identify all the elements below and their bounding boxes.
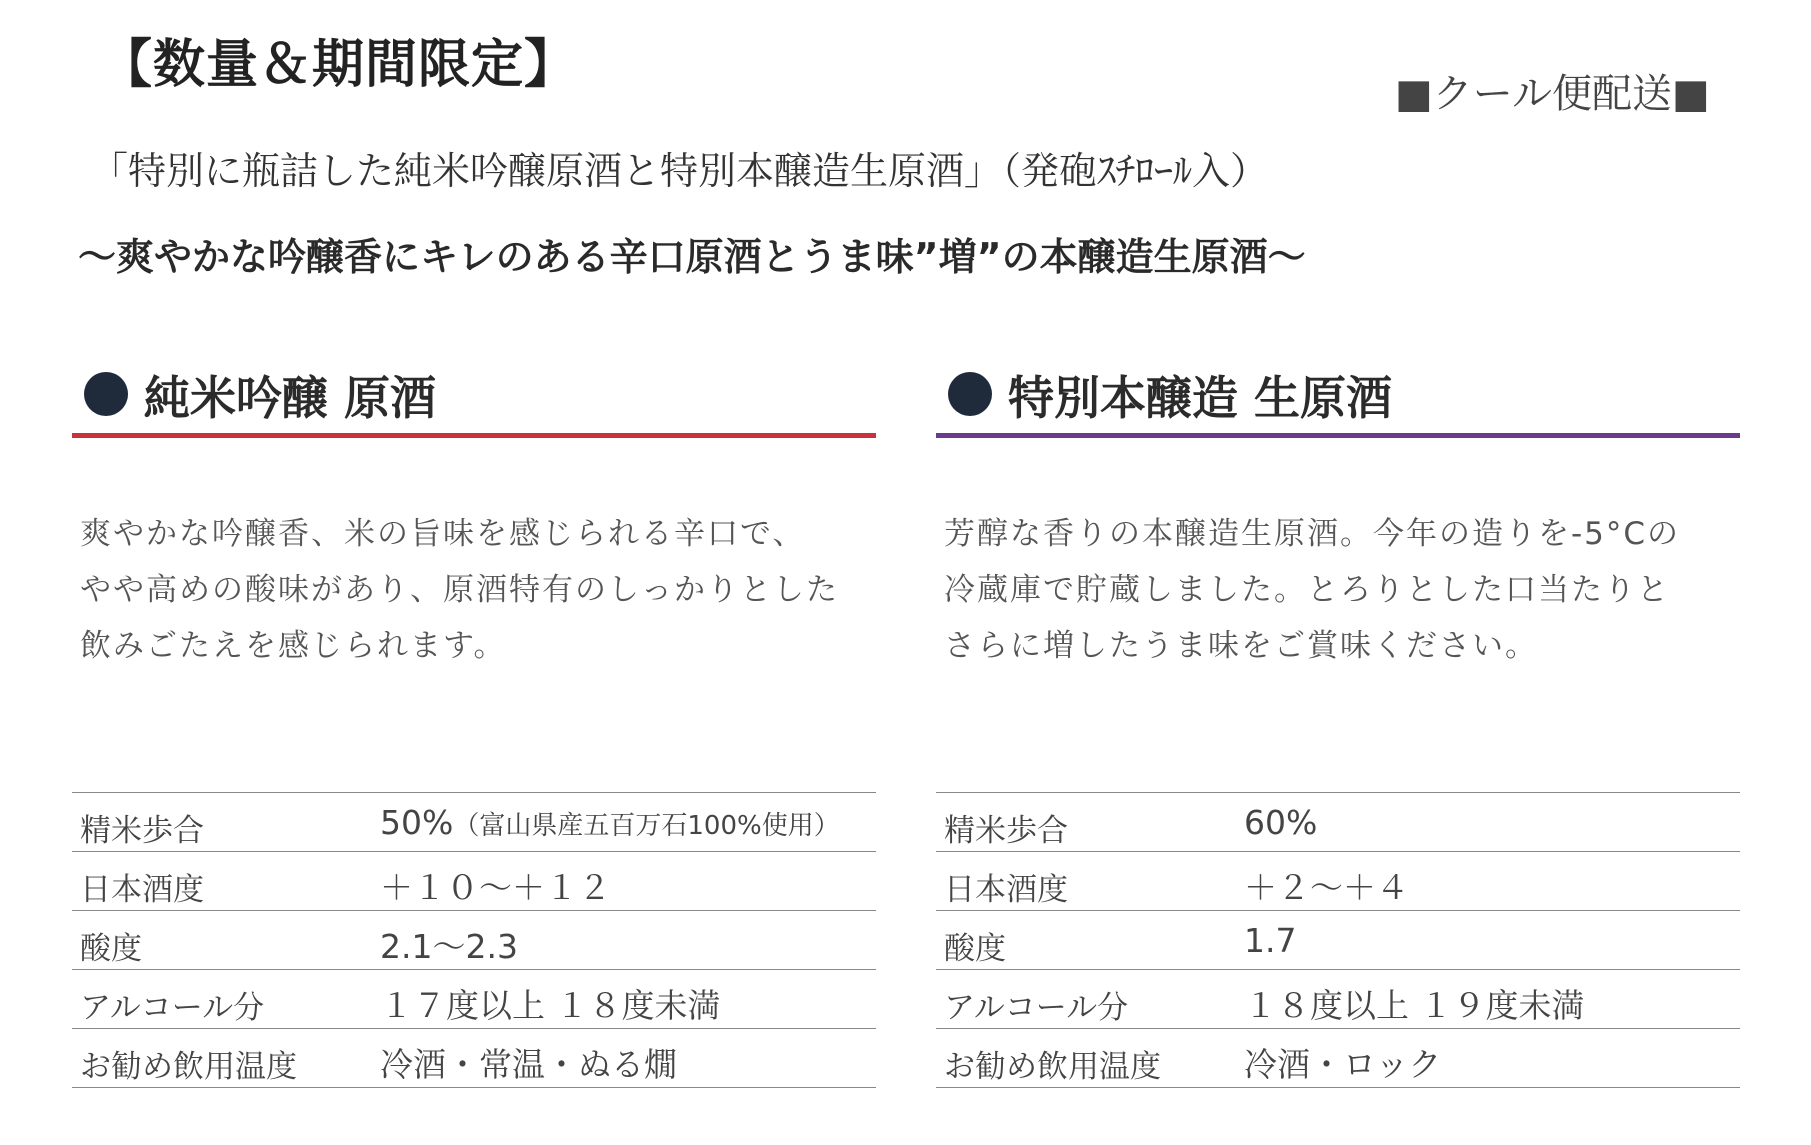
spec-label: 日本酒度	[80, 872, 204, 908]
spec-row-acidity	[72, 911, 876, 970]
spec-value: 2.1～2.3	[380, 927, 518, 966]
left-product-heading	[72, 360, 876, 430]
spec-row-sake-meter	[72, 852, 876, 911]
right-product-description	[944, 506, 1680, 674]
description-line: 芳醇な香りの本醸造生原酒。今年の造りを-5°Cの	[944, 516, 1681, 552]
left-heading-rule	[72, 433, 876, 438]
spec-row-alcohol	[72, 970, 876, 1029]
spec-value: １７度以上 １８度未満	[380, 986, 721, 1025]
page-title: 【数量＆期間限定】	[100, 35, 578, 95]
spec-row-acidity	[936, 911, 1740, 970]
spec-label: アルコール分	[80, 990, 265, 1026]
bullet-dot-icon	[84, 372, 128, 416]
spec-label: 精米歩合	[80, 813, 204, 849]
description-line: さらに増したうま味をご賞味ください。	[944, 628, 1538, 664]
description-line: 飲みごたえを感じられます。	[80, 628, 507, 664]
spec-label: 酸度	[80, 931, 142, 967]
left-product-name: 純米吟醸 原酒	[144, 371, 437, 425]
product-tagline: ～爽やかな吟醸香にキレのある辛口原酒とうま味”増”の本醸造生原酒～	[78, 235, 1306, 279]
spec-value: 冷酒・ロック	[1244, 1045, 1442, 1084]
spec-row-serving-temp	[72, 1029, 876, 1088]
spec-value-main: 50%	[380, 803, 454, 842]
spec-label: お勧め飲用温度	[80, 1049, 297, 1085]
bullet-dot-icon	[948, 372, 992, 416]
left-product-description	[80, 506, 839, 674]
spec-value	[380, 803, 840, 842]
spec-value-note: （富山県産五百万石100%使用）	[453, 811, 840, 841]
spec-label: 精米歩合	[944, 813, 1068, 849]
right-spec-table	[936, 792, 1740, 1088]
spec-row-polish-ratio	[72, 793, 876, 852]
spec-row-serving-temp	[936, 1029, 1740, 1088]
spec-row-sake-meter	[936, 852, 1740, 911]
spec-value: 1.7	[1244, 921, 1297, 960]
description-line: 冷蔵庫で貯蔵しました。とろりとした口当たりと	[944, 572, 1670, 608]
right-product-heading	[936, 360, 1740, 430]
spec-value: ＋２～＋４	[1244, 868, 1409, 907]
spec-row-polish-ratio	[936, 793, 1740, 852]
left-spec-table	[72, 792, 876, 1088]
spec-value: 冷酒・常温・ぬる燗	[380, 1045, 677, 1084]
spec-value: １８度以上 １９度未満	[1244, 986, 1585, 1025]
spec-label: 日本酒度	[944, 872, 1068, 908]
right-heading-rule	[936, 433, 1740, 438]
spec-row-alcohol	[936, 970, 1740, 1029]
right-product-name: 特別本醸造 生原酒	[1008, 371, 1393, 425]
spec-value: ＋１０～＋１２	[380, 868, 611, 907]
description-line: 爽やかな吟醸香、米の旨味を感じられる辛口で、	[80, 516, 806, 552]
spec-label: 酸度	[944, 931, 1006, 967]
shipping-label: ■クール便配送■	[1395, 71, 1710, 117]
spec-label: アルコール分	[944, 990, 1129, 1026]
product-subtitle: 「特別に瓶詰した純米吟醸原酒と特別本醸造生原酒」（発砲ｽﾁﾛｰﾙ入）	[90, 149, 1269, 193]
left-product-column	[72, 360, 876, 1085]
spec-value: 60%	[1244, 803, 1318, 842]
right-product-column	[936, 360, 1740, 1085]
description-line: やや高めの酸味があり、原酒特有のしっかりとした	[80, 572, 839, 608]
spec-label: お勧め飲用温度	[944, 1049, 1161, 1085]
